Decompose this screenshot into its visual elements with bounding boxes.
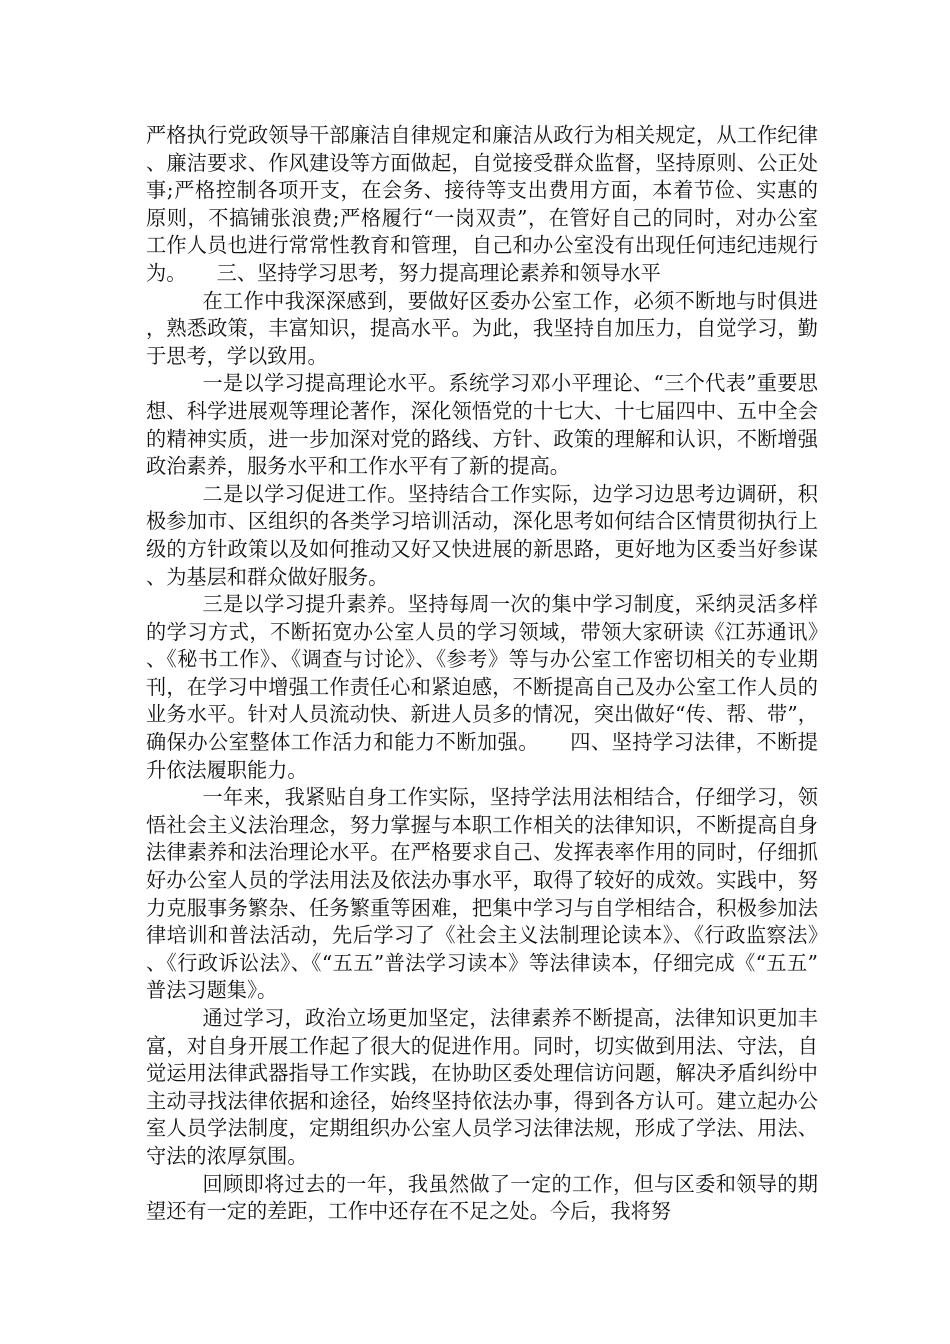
paragraph-4: 二是以学习促进工作。坚持结合工作实际，边学习边思考边调研，积极参加市、区组织的各类学习培训活动，深化思考如何结合区情贯彻执行上级的方针政策以及如何推动又好又快进展的新思路，更好地为区委当好参谋、为基层和群众做好服务。: [146, 481, 818, 589]
paragraph-3: 一是以学习提高理论水平。系统学习邓小平理论、“三个代表”重要思想、科学进展观等理论著作，深化领悟党的十七大、十七届四中、五中全会的精神实质，进一步加深对党的路线、方针、政策的理解和认识，不断增强政治素养，服务水平和工作水平有了新的提高。: [146, 371, 818, 479]
paragraph-1: 严格执行党政领导干部廉洁自律规定和廉洁从政行为相关规定，从工作纪律、廉洁要求、作风建设等方面做起，自觉接受群众监督，坚持原则、公正处事;严格控制各项开支，在会务、接待等支出费用方面，本着节俭、实惠的原则，不搞铺张浪费;严格履行“一岗双责”，在管好自己的同时，对办公室工作人员也进行常常性教育和管理，自己和办公室没有出现任何违纪违规行为。 三、坚持学习思考，努力提高理论素养和领导水平: [146, 123, 818, 285]
paragraph-7: 通过学习，政治立场更加坚定，法律素养不断提高，法律知识更加丰富，对自身开展工作起了很大的促进作用。同时，切实做到用法、守法，自觉运用法律武器指导工作实践，在协助区委处理信访问题，解决矛盾纠纷中主动寻找法律依据和途径，始终坚持依法办事，得到各方认可。建立起办公室人员学法制度，定期组织办公室人员学习法律法规，形成了学法、用法、守法的浓厚氛围。: [146, 1006, 818, 1168]
paragraph-8: 回顾即将过去的一年，我虽然做了一定的工作，但与区委和领导的期望还有一定的差距，工作中还存在不足之处。今后，我将努: [146, 1171, 818, 1224]
paragraph-2: 在工作中我深深感到，要做好区委办公室工作，必须不断地与时俱进，熟悉政策，丰富知识，提高水平。为此，我坚持自加压力，自觉学习，勤于思考，学以致用。: [146, 288, 818, 368]
paragraph-6: 一年来，我紧贴自身工作实际，坚持学法用法相结合，仔细学习，领悟社会主义法治理念，努力掌握与本职工作相关的法律知识，不断提高自身法律素养和法治理论水平。在严格要求自己、发挥表率作用的同时，仔细抓好办公室人员的学法用法及依法办事水平，取得了较好的成效。实践中，努力克服事务繁杂、任务繁重等困难，把集中学习与自学相结合，积极参加法律培训和普法活动，先后学习了《社会主义法制理论读本》、《行政监察法》、《行政诉讼法》、《“五五”普法学习读本》等法律读本，仔细完成《“五五”普法习题集》。: [146, 785, 818, 1003]
paragraph-5: 三是以学习提升素养。坚持每周一次的集中学习制度，采纳灵活多样的学习方式，不断拓宽办公室人员的学习领域，带领大家研读《江苏通讯》、《秘书工作》、《调查与讨论》、《参考》等与办公室工作密切相关的专业期刊，在学习中增强工作责任心和紧迫感，不断提高自己及办公室工作人员的业务水平。针对人员流动快、新进人员多的情况，突出做好“传、帮、带”，确保办公室整体工作活力和能力不断加强。 四、坚持学习法律，不断提升依法履职能力。: [146, 592, 818, 782]
document-body: [146, 122, 818, 1226]
